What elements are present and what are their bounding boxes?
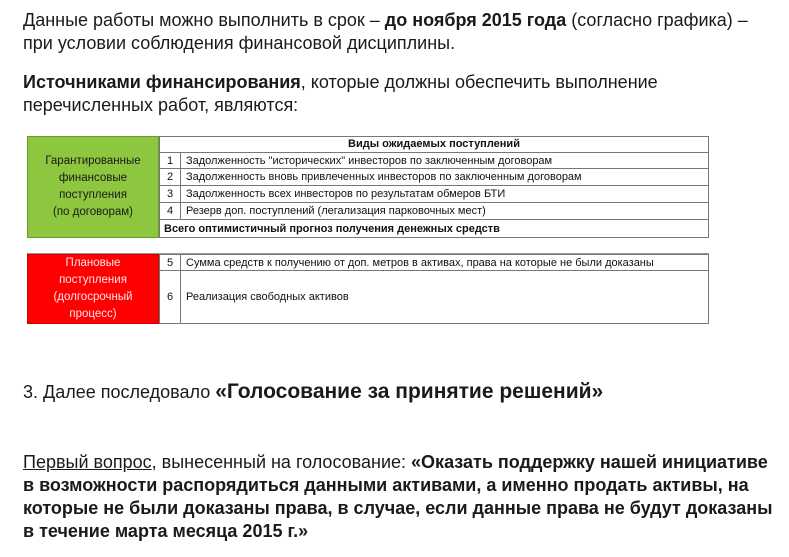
- question-text: «Оказать поддержку нашей инициативе в возможности распорядиться данными активами, а именно продать активы, на которые не были доказаны права, в случае, если данные права не будут доказаны в течение марта месяца 2015 г.»: [23, 452, 773, 541]
- table-row: 5 Сумма средств к получению от доп. метров в активах, права на которые не были доказаны: [159, 254, 709, 271]
- table-separator: [27, 238, 709, 254]
- deadline-date: до ноября 2015 года: [384, 10, 567, 30]
- voting-heading: «Голосование за принятие решений»: [215, 380, 604, 403]
- guaranteed-income-cell: Гарантированные финансовые поступления (по договорам): [27, 136, 159, 238]
- table-row: 3 Задолженность всех инвесторов по результатам обмеров БТИ: [159, 186, 709, 203]
- table-row: 1 Задолженность "исторических" инвесторов по заключенным договорам: [159, 152, 709, 169]
- table-row: 6 Реализация свободных активов: [159, 271, 709, 324]
- paragraph-funding-sources: Источниками финансирования, которые должны обеспечить выполнение перечисленных работ, являются:: [23, 72, 658, 115]
- paragraph-voting: 3. Далее последовало «Голосование за принятие решений»: [23, 380, 604, 403]
- funding-table: [27, 136, 709, 324]
- paragraph-first-question: Первый вопрос, вынесенный на голосование: «Оказать поддержку нашей инициативе в возможности распорядиться данными активами, а именно продать активы, на которые не были доказаны права, в случае, если данные права не будут доказаны в течение марта месяца 2015 г.»: [23, 452, 773, 541]
- table-row: 2 Задолженность вновь привлеченных инвесторов по заключенным договорам: [159, 169, 709, 186]
- paragraph-deadline: Данные работы можно выполнить в срок – до ноября 2015 года (согласно графика) – при условии соблюдения финансовой дисциплины.: [23, 10, 748, 53]
- planned-income-cell: Плановые поступления (долгосрочный процесс): [27, 254, 159, 324]
- table-row: 4 Резерв доп. поступлений (легализация парковочных мест): [159, 203, 709, 220]
- table-total-row: Всего оптимистичный прогноз получения денежных средств: [159, 220, 709, 238]
- table-header: Виды ожидаемых поступлений: [159, 136, 709, 152]
